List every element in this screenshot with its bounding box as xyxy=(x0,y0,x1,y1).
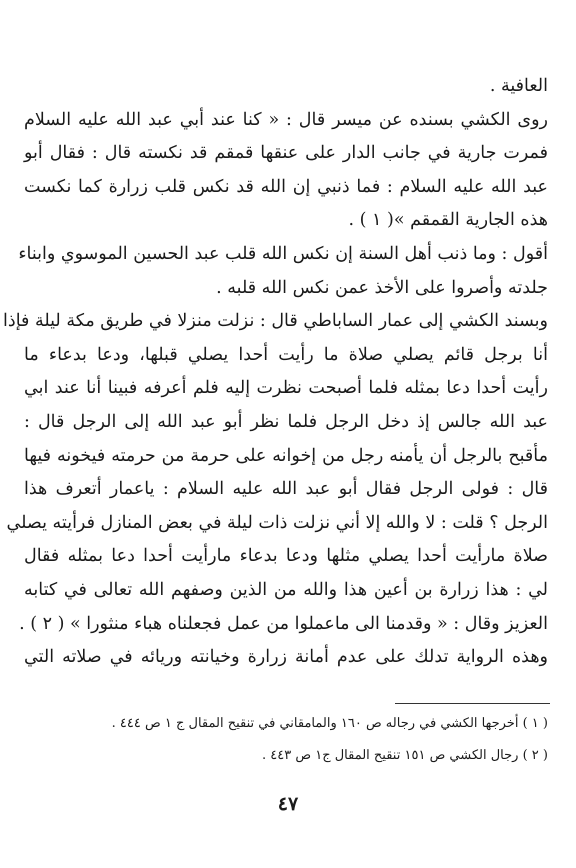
text-line: العافية . xyxy=(489,76,548,96)
text-line: وبسند الكشي إلى عمار الساباطي قال : نزلت منزلا في طريق مكة ليلة فإذا xyxy=(3,311,548,332)
text-line: العزيز وقال : « وقدمنا الى ماعملوا من عمل فجعلناه هباء منثورا » ( ٢ ) . xyxy=(19,613,548,634)
text-line: لي : هذا زرارة بن أعين هذا والله من الذين وصفهم الله تعالى في كتابه xyxy=(24,579,548,600)
footnotes xyxy=(24,708,548,772)
text-line: وهذه الرواية تدلك على عدم أمانة زرارة وخيانته وريائه في صلاته التي xyxy=(24,647,548,668)
text-line: أقول : وما ذنب أهل السنة إن نكس الله قلب عبد الحسين الموسوي وابناء xyxy=(18,243,548,264)
text-line: قال : فولى الرجل فقال أبو عبد الله عليه السلام : ياعمار أتعرف هذا xyxy=(24,479,548,500)
text-line: عبد الله جالس إذ دخل الرجل فلما نظر أبو عبد الله إلى الرجل قال : xyxy=(24,411,548,432)
footnote-divider xyxy=(395,703,550,704)
footnote: ( ٢ ) رجال الكشي ص ١٥١ تنقيح المقال ج١ ص ٤٤٣ . xyxy=(262,748,548,763)
page-number: ٤٧ xyxy=(277,793,299,815)
text-line: رأيت أحدا دعا بمثله فلما أصبحت نظرت إليه فلم أعرفه فبينا أنا عند ابي xyxy=(24,378,548,399)
text-line: مأقبح بالرجل أن يأمنه رجل من إخوانه على حرمة من حرمته فيخونه فيها xyxy=(24,445,548,466)
text-line: الرجل ؟ قلت : لا والله إلا أني نزلت ذات ليلة في بعض المنازل فرأيته يصلي xyxy=(6,512,548,533)
text-line: جلدته وأصروا على الأخذ عمن نكس الله قلبه . xyxy=(216,277,548,298)
text-line: أنا برجل قائم يصلي صلاة ما رأيت أحدا يصلي قبلها، ودعا بدعاء ما xyxy=(24,344,548,365)
text-line: روى الكشي بسنده عن ميسر قال : « كنا عند أبي عبد الله عليه السلام xyxy=(24,109,548,130)
footnote: ( ١ ) أخرجها الكشي في رجاله ص ١٦٠ والمامقاني في تنقيح المقال ج ١ ص ٤٤٤ . xyxy=(111,716,548,731)
text-line: عبد الله عليه السلام : فما ذنبي إن الله قد نكس قلب زرارة كما نكست xyxy=(24,176,548,197)
main-text xyxy=(3,70,548,675)
text-line: فمرت جارية في جانب الدار على عنقها قمقم قد نكسته قال : فقال أبو xyxy=(24,143,548,164)
text-line: صلاة مارأيت أحدا يصلي مثلها ودعا بدعاء مارأيت أحدا دعا بمثله فقال xyxy=(24,546,548,567)
text-line: هذه الجارية القمقم »( ١ ) . xyxy=(348,210,548,231)
